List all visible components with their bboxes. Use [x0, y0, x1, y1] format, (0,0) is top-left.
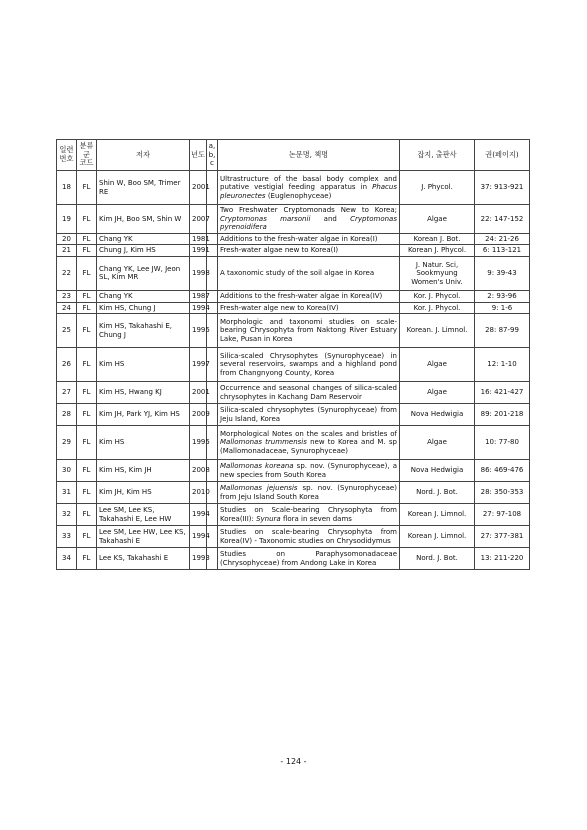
- row-category: FL: [77, 482, 97, 504]
- row-author: Kim HS: [97, 348, 190, 382]
- row-year: 1994: [190, 526, 207, 548]
- row-number: 19: [57, 205, 77, 234]
- table-row: [57, 404, 530, 426]
- row-author: Kim HS, Kim JH: [97, 460, 190, 482]
- row-category: FL: [77, 256, 97, 290]
- row-category: FL: [77, 302, 97, 314]
- row-title: Mallomonas koreana sp. nov. (Synurophyceae), a new species from South Korea: [218, 460, 400, 482]
- row-number: 24: [57, 302, 77, 314]
- table-row: [57, 290, 530, 302]
- row-year: 2007: [190, 205, 207, 234]
- row-category: FL: [77, 233, 97, 245]
- header-pages: 권(페이지): [475, 140, 530, 171]
- table-row: [57, 245, 530, 257]
- row-pages: 9: 1-6: [475, 302, 530, 314]
- row-journal: Nord. J. Bot.: [400, 482, 475, 504]
- row-title: Fresh-water alge new to Korea(IV): [218, 302, 400, 314]
- row-journal: Korean J. Phycol.: [400, 245, 475, 257]
- row-pages: 12: 1-10: [475, 348, 530, 382]
- row-category: FL: [77, 348, 97, 382]
- header-no: 일련 번호: [57, 140, 77, 171]
- row-category: FL: [77, 171, 97, 205]
- row-title: Additions to the fresh-water algae in Korea(I): [218, 233, 400, 245]
- row-journal: J. Phycol.: [400, 171, 475, 205]
- row-pages: 24: 21-26: [475, 233, 530, 245]
- row-number: 20: [57, 233, 77, 245]
- row-year: 1994: [190, 504, 207, 526]
- row-year: 1997: [190, 348, 207, 382]
- row-journal: Kor. J. Phycol.: [400, 290, 475, 302]
- row-year: 2008: [190, 460, 207, 482]
- row-title: Additions to the fresh-water algae in Korea(IV): [218, 290, 400, 302]
- row-title: Studies on Scale-bearing Chrysophyta from Korea(III): Synura flora in seven dams: [218, 504, 400, 526]
- row-number: 32: [57, 504, 77, 526]
- header-year: 년도: [190, 140, 207, 171]
- row-year: 1995: [190, 314, 207, 348]
- row-pages: 9: 39-43: [475, 256, 530, 290]
- row-number: 27: [57, 382, 77, 404]
- row-pages: 28: 87-99: [475, 314, 530, 348]
- reference-table: [56, 139, 530, 570]
- header-abc: a, b, c: [207, 140, 218, 171]
- row-author: Kim JH, Boo SM, Shin W: [97, 205, 190, 234]
- row-author: Chang YK, Lee JW, Jeon SL, Kim MR: [97, 256, 190, 290]
- row-author: Chang YK: [97, 290, 190, 302]
- row-year: 1987: [190, 290, 207, 302]
- header-author: 저자: [97, 140, 190, 171]
- row-pages: 10: 77-80: [475, 426, 530, 460]
- row-author: Lee SM, Lee KS, Takahashi E, Lee HW: [97, 504, 190, 526]
- row-journal: Nord. J. Bot.: [400, 548, 475, 570]
- table-row: [57, 314, 530, 348]
- row-journal: Korean J. Limnol.: [400, 526, 475, 548]
- table-row: [57, 460, 530, 482]
- row-pages: 37: 913-921: [475, 171, 530, 205]
- row-category: FL: [77, 504, 97, 526]
- header-title: 논문명, 책명: [218, 140, 400, 171]
- row-category: FL: [77, 382, 97, 404]
- row-journal: J. Natur. Sci, Sookmyung Women's Univ.: [400, 256, 475, 290]
- row-author: Kim HS, Takahashi E, Chung J: [97, 314, 190, 348]
- row-title: A taxonomic study of the soil algae in Korea: [218, 256, 400, 290]
- table-row: [57, 171, 530, 205]
- row-pages: 86: 469-476: [475, 460, 530, 482]
- row-number: 30: [57, 460, 77, 482]
- row-author: Kim HS, Hwang KJ: [97, 382, 190, 404]
- table-row: [57, 205, 530, 234]
- table-row: [57, 548, 530, 570]
- row-number: 23: [57, 290, 77, 302]
- row-number: 31: [57, 482, 77, 504]
- table-row: [57, 504, 530, 526]
- row-author: Kim HS: [97, 426, 190, 460]
- row-journal: Algae: [400, 205, 475, 234]
- row-journal: Korean J. Limnol.: [400, 504, 475, 526]
- row-journal: Korean J. Bot.: [400, 233, 475, 245]
- row-pages: 27: 377-381: [475, 526, 530, 548]
- row-category: FL: [77, 548, 97, 570]
- row-title: Occurrence and seasonal changes of silica-scaled chrysophytes in Kachang Dam Reservoir: [218, 382, 400, 404]
- row-year: 1981: [190, 233, 207, 245]
- row-journal: Algae: [400, 382, 475, 404]
- row-journal: Algae: [400, 426, 475, 460]
- row-year: 1994: [190, 302, 207, 314]
- header-category: 분류군 코드: [77, 140, 97, 171]
- row-author: Kim JH, Park YJ, Kim HS: [97, 404, 190, 426]
- row-category: FL: [77, 314, 97, 348]
- table-row: [57, 382, 530, 404]
- row-number: 25: [57, 314, 77, 348]
- header-journal: 잡지, 출판사: [400, 140, 475, 171]
- row-journal: Nova Hedwigia: [400, 404, 475, 426]
- row-pages: 16: 421-427: [475, 382, 530, 404]
- row-year: 2001: [190, 171, 207, 205]
- row-category: FL: [77, 290, 97, 302]
- row-category: FL: [77, 460, 97, 482]
- row-year: 2009: [190, 404, 207, 426]
- table-row: [57, 526, 530, 548]
- table-header-row: [57, 140, 530, 171]
- row-author: Chung J, Kim HS: [97, 245, 190, 257]
- row-title: Silica-scaled Chrysophytes (Synurophyceae) in several reservoirs, swamps and a highland pond from Changnyong County, Korea: [218, 348, 400, 382]
- row-pages: 6: 113-121: [475, 245, 530, 257]
- row-title: Silica-scaled chrysophytes (Synurophyceae) from Jeju Island, Korea: [218, 404, 400, 426]
- row-journal: Kor. J. Phycol.: [400, 302, 475, 314]
- row-number: 26: [57, 348, 77, 382]
- row-journal: Algae: [400, 348, 475, 382]
- row-year: 2001: [190, 382, 207, 404]
- row-year: 1995: [190, 426, 207, 460]
- row-number: 33: [57, 526, 77, 548]
- row-year: 2010: [190, 482, 207, 504]
- row-number: 21: [57, 245, 77, 257]
- row-journal: Korean. J. Limnol.: [400, 314, 475, 348]
- row-pages: 2: 93-96: [475, 290, 530, 302]
- row-title: Two Freshwater Cryptomonads New to Korea; Cryptomonas marsonii and Cryptomonas pyrenoidifera: [218, 205, 400, 234]
- row-year: 1991: [190, 245, 207, 257]
- row-author: Kim HS, Chung J: [97, 302, 190, 314]
- row-number: 28: [57, 404, 77, 426]
- page-number: - 124 -: [280, 757, 307, 766]
- row-category: FL: [77, 205, 97, 234]
- table-row: [57, 482, 530, 504]
- row-pages: 28: 350-353: [475, 482, 530, 504]
- row-category: FL: [77, 526, 97, 548]
- table-row: [57, 426, 530, 460]
- table-row: [57, 256, 530, 290]
- row-category: FL: [77, 426, 97, 460]
- row-year: 1993: [190, 548, 207, 570]
- row-pages: 13: 211-220: [475, 548, 530, 570]
- row-title: Morphologic and taxonomi studies on scale-bearing Chrysophyta from Naktong River Estuary Lake, Pusan in Korea: [218, 314, 400, 348]
- row-author: Chang YK: [97, 233, 190, 245]
- row-title: Mallomonas jejuensis sp. nov. (Synurophyceae) from Jeju Island South Korea: [218, 482, 400, 504]
- table-row: [57, 348, 530, 382]
- row-author: Lee KS, Takahashi E: [97, 548, 190, 570]
- row-title: Ultrastructure of the basal body complex and putative vestigial feeding apparatus in Phacus pleuronectes (Euglenophyceae): [218, 171, 400, 205]
- row-category: FL: [77, 245, 97, 257]
- row-title: Studies on scale-bearing Chrysophyta from Korea(IV) - Taxonomic studies on Chrysodidymus: [218, 526, 400, 548]
- row-author: Kim JH, Kim HS: [97, 482, 190, 504]
- row-category: FL: [77, 404, 97, 426]
- row-number: 29: [57, 426, 77, 460]
- row-title: Studies on Paraphysomonadaceae (Chrysophyceae) from Andong Lake in Korea: [218, 548, 400, 570]
- row-number: 18: [57, 171, 77, 205]
- row-title: Morphological Notes on the scales and bristles of Mallomonas trummensis new to Korea and M. sp (Mallomonadaceae, Synurophyceae): [218, 426, 400, 460]
- row-pages: 27: 97-108: [475, 504, 530, 526]
- row-author: Shin W, Boo SM, Trimer RE: [97, 171, 190, 205]
- row-journal: Nova Hedwigia: [400, 460, 475, 482]
- row-title: Fresh-water algae new to Korea(I): [218, 245, 400, 257]
- row-pages: 89: 201-218: [475, 404, 530, 426]
- table-row: [57, 233, 530, 245]
- row-author: Lee SM, Lee HW, Lee KS, Takahashi E: [97, 526, 190, 548]
- row-number: 34: [57, 548, 77, 570]
- row-number: 22: [57, 256, 77, 290]
- row-year: 1998: [190, 256, 207, 290]
- table-row: [57, 302, 530, 314]
- row-pages: 22: 147-152: [475, 205, 530, 234]
- table-body: [57, 171, 530, 570]
